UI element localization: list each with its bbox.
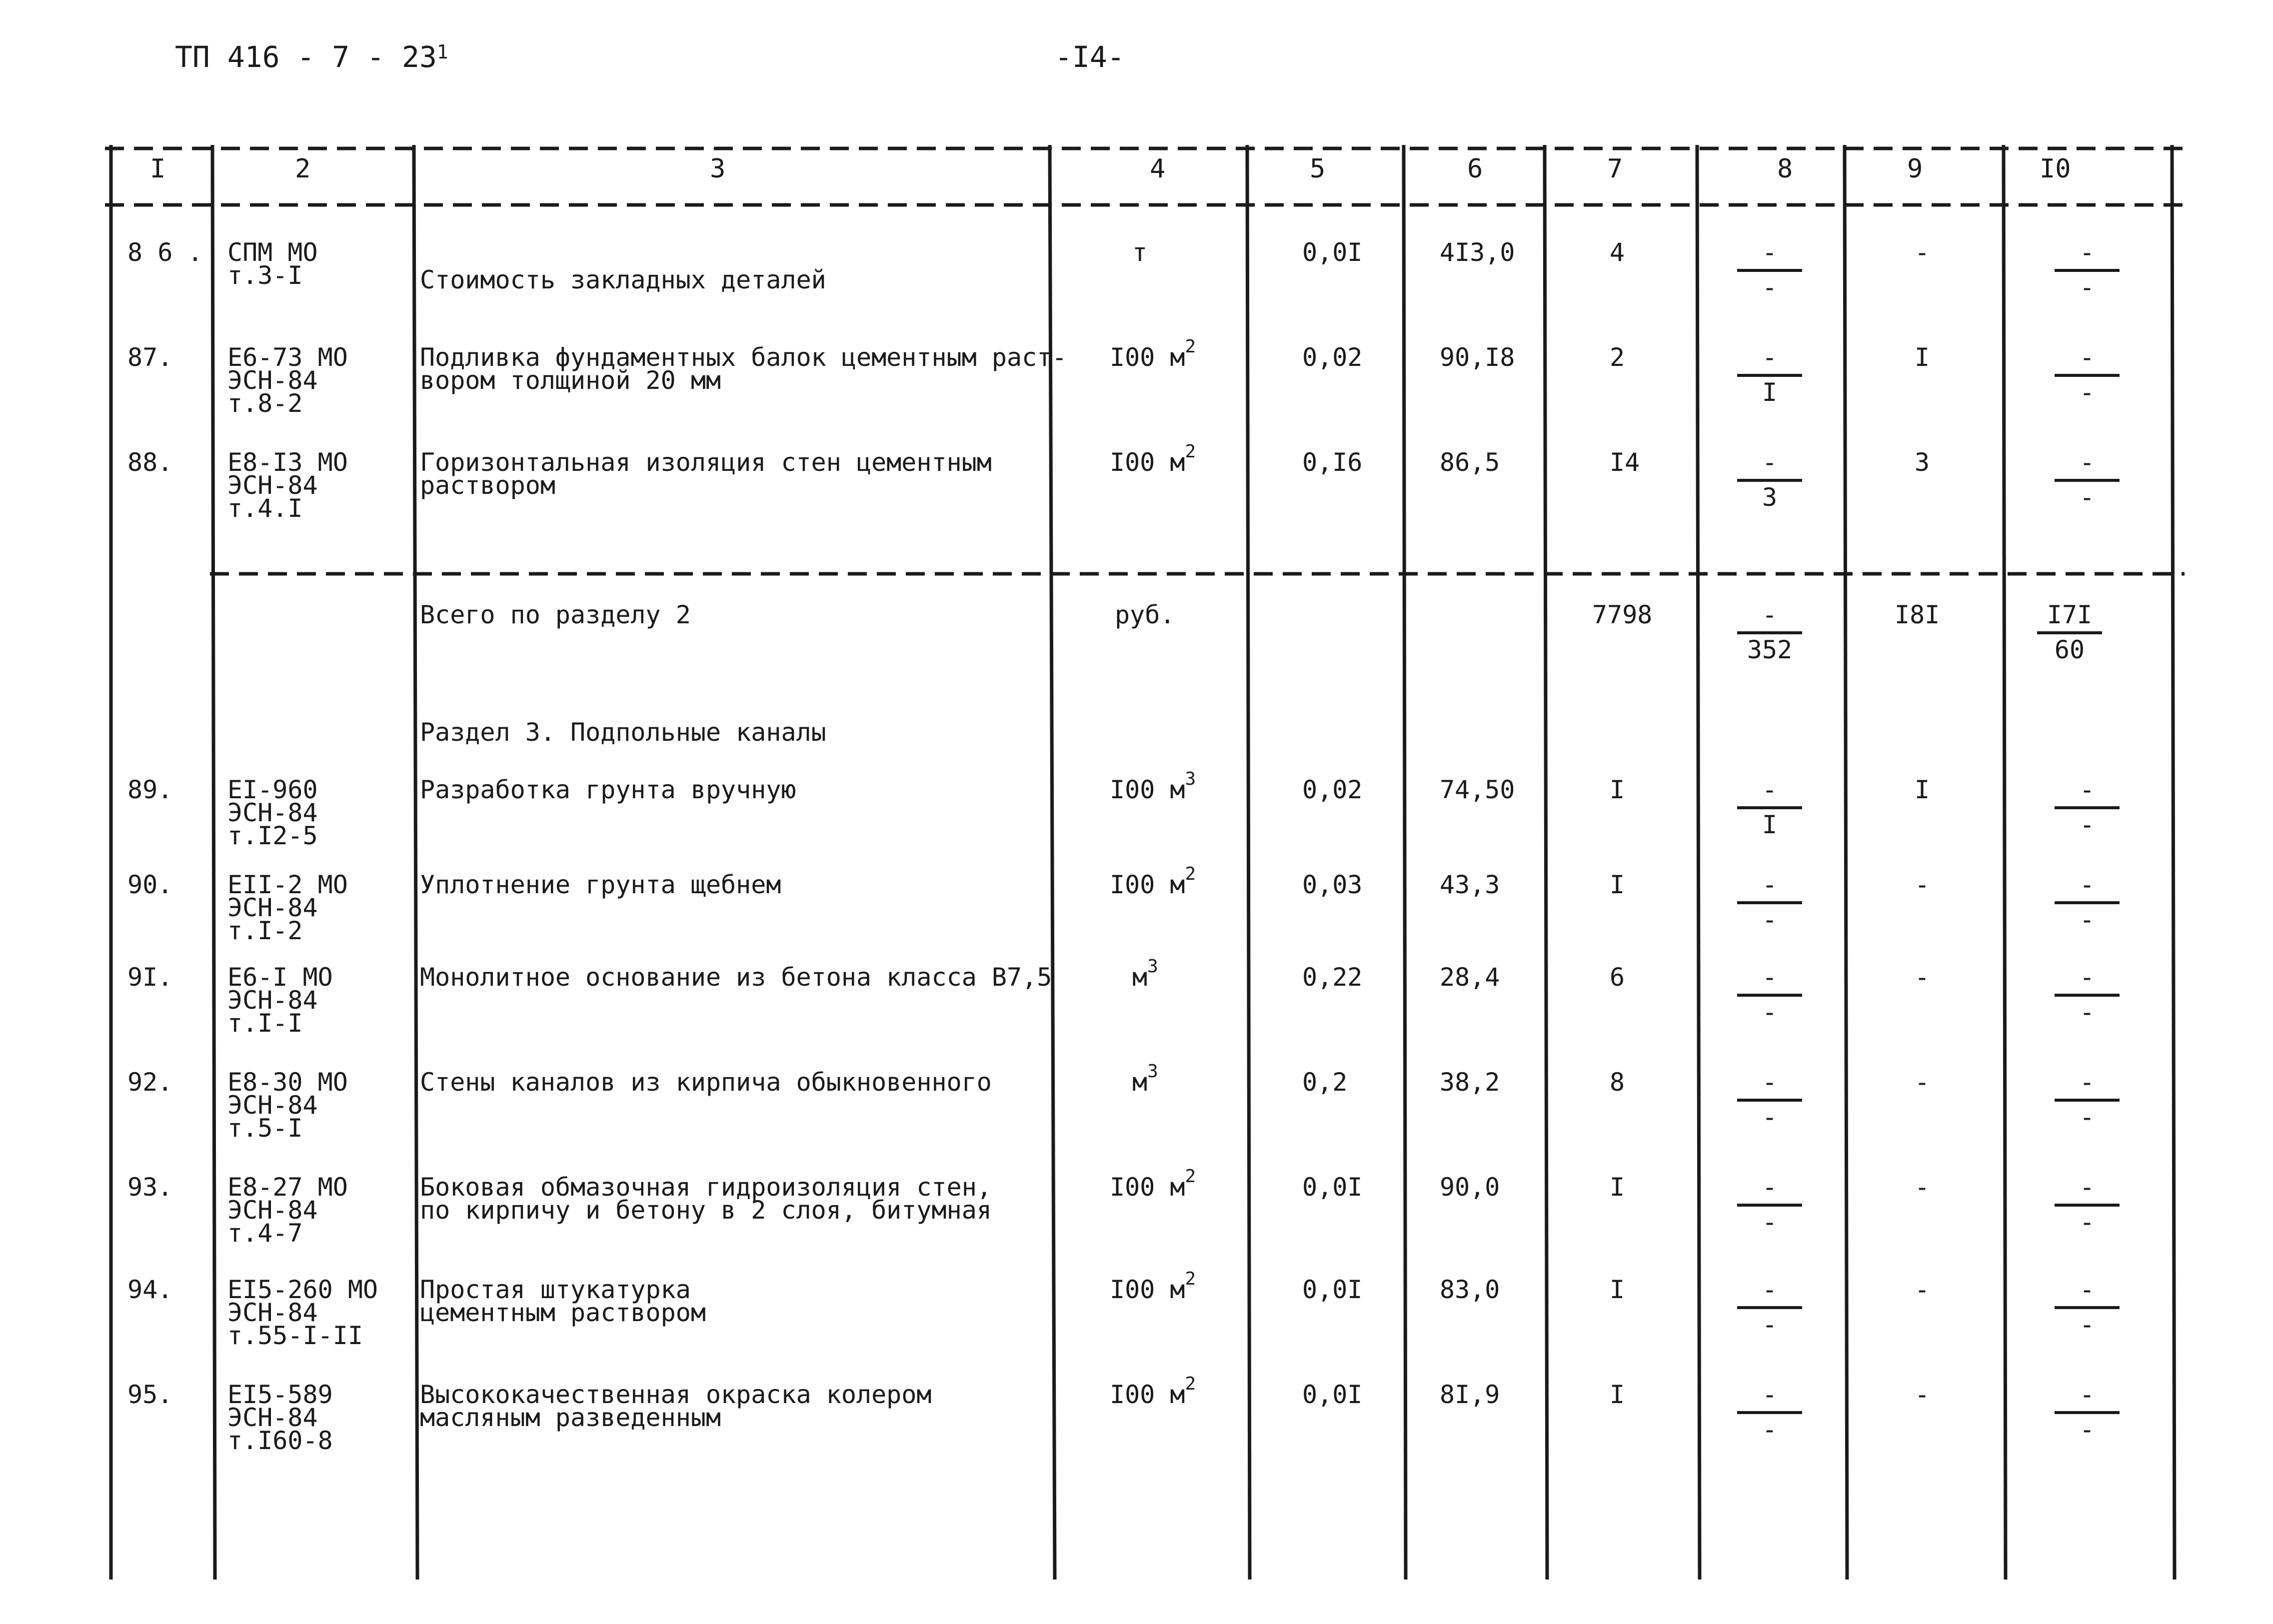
row-0-unit-price: 4I3,0 <box>1440 238 1515 267</box>
row2-3-col9: - <box>1915 1068 1930 1097</box>
row2-5-col9: - <box>1915 1275 1930 1304</box>
row2-4-code-line: ЭСН-84 <box>227 1196 318 1225</box>
row2-1-col9: - <box>1915 870 1930 899</box>
row2-5-number: 94. <box>127 1275 173 1304</box>
row2-1-unit-price: 43,3 <box>1440 870 1500 899</box>
row-1-description-line: Подливка фундаментных балок цементным раст- <box>420 343 1067 372</box>
row2-6-number: 95. <box>127 1380 173 1409</box>
row2-5-col8-numerator: - <box>1762 1275 1778 1304</box>
row-0-col7: 4 <box>1610 238 1625 267</box>
col-header-3: 3 <box>710 154 726 184</box>
document-code: ТП $416 - 7 - 23^1$ <box>175 40 448 74</box>
col-header-4: 4 <box>1150 154 1166 184</box>
total-col7: 7798 <box>1592 600 1653 629</box>
total-col10-denominator: 60 <box>2054 635 2085 664</box>
row2-3-col10-fraction-bar <box>2055 1099 2120 1102</box>
row-1-col10-numerator: - <box>2079 343 2095 372</box>
row-1-col8-denominator: I <box>1762 378 1778 407</box>
row2-4-col10-denominator: - <box>2079 1208 2095 1237</box>
row-0-description-line: Стоимость закладных деталей <box>420 265 826 294</box>
row2-3-description-line: Стены каналов из кирпича обыкновенного <box>420 1068 992 1097</box>
row2-0-col8-denominator: I <box>1762 810 1778 839</box>
row2-0-code-line: ЭСН-84 <box>227 798 318 827</box>
row2-0-unit: I00 $м^3$ <box>1110 769 1196 804</box>
row2-2-number: 9I. <box>127 963 173 992</box>
row-2-description-line: Горизонтальная изоляция стен цементным <box>420 448 992 477</box>
total-col8-fraction-bar <box>1737 631 1802 634</box>
row2-5-col10-numerator: - <box>2079 1275 2095 1304</box>
row2-4-col8-denominator: - <box>1762 1208 1778 1237</box>
row2-5-unit: I00 $м^2$ <box>1110 1269 1196 1304</box>
row-1-description-line: вором толщиной 20 мм <box>420 366 721 395</box>
row2-3-col10-denominator: - <box>2079 1103 2095 1132</box>
total-unit: руб. <box>1115 600 1175 629</box>
row-0-col10-numerator: - <box>2079 238 2095 267</box>
row-1-unit: I00 $м^2$ <box>1110 336 1196 372</box>
row2-2-col10-denominator: - <box>2079 998 2095 1027</box>
row2-3-number: 92. <box>127 1068 173 1097</box>
row2-1-col7: I <box>1610 870 1625 899</box>
row2-5-description-line: цементным раствором <box>420 1298 706 1327</box>
row2-4-code-line: т.4-7 <box>227 1219 303 1248</box>
row2-0-col10-fraction-bar <box>2055 806 2120 809</box>
row2-3-col8-numerator: - <box>1762 1068 1778 1097</box>
row2-6-col10-denominator: - <box>2079 1415 2095 1444</box>
total-col8-denominator: 352 <box>1747 635 1793 664</box>
row2-3-col8-fraction-bar <box>1737 1099 1802 1102</box>
row-0-quantity: 0,0I <box>1302 238 1363 267</box>
row-0-number: 8 6 . <box>127 238 203 267</box>
row-1-col7: 2 <box>1610 343 1625 372</box>
row-1-col9: I <box>1915 343 1930 372</box>
row-0-code-line: т.3-I <box>227 261 303 290</box>
row-2-col9: 3 <box>1915 448 1930 477</box>
row2-5-col10-fraction-bar <box>2055 1306 2120 1309</box>
row2-6-col10-fraction-bar <box>2055 1411 2120 1414</box>
row2-1-unit: I00 $м^2$ <box>1110 864 1196 899</box>
row2-5-col8-fraction-bar <box>1737 1306 1802 1309</box>
row2-4-number: 93. <box>127 1173 173 1202</box>
row2-6-unit: I00 $м^2$ <box>1110 1374 1196 1409</box>
row2-1-code-line: ЕII-2 МО <box>227 870 348 899</box>
row2-1-col10-denominator: - <box>2079 905 2095 934</box>
row-2-description-line: раствором <box>420 471 555 500</box>
row2-2-col8-fraction-bar <box>1737 994 1802 997</box>
row2-5-description-line: Простая штукатурка <box>420 1275 691 1304</box>
row2-3-quantity: 0,2 <box>1302 1068 1348 1097</box>
total-description: Всего по разделу 2 <box>420 600 691 629</box>
row-1-col8-fraction-bar <box>1737 374 1802 377</box>
row2-6-col9: - <box>1915 1380 1930 1409</box>
row2-2-quantity: 0,22 <box>1302 963 1363 992</box>
row2-3-col8-denominator: - <box>1762 1103 1778 1132</box>
row2-2-code-line: т.I-I <box>227 1009 303 1038</box>
total-col9: I8I <box>1895 600 1940 629</box>
row2-3-col10-numerator: - <box>2079 1068 2095 1097</box>
row-1-quantity: 0,02 <box>1302 343 1363 372</box>
col-header-7: 7 <box>1607 154 1623 184</box>
row-2-unit: I00 $м^2$ <box>1110 441 1196 477</box>
row-1-code-line: т.8-2 <box>227 389 303 418</box>
row2-2-unit: $м^3$ <box>1132 956 1158 992</box>
row2-1-col8-denominator: - <box>1762 905 1778 934</box>
row-2-quantity: 0,I6 <box>1302 448 1363 477</box>
row-0-col10-denominator: - <box>2079 273 2095 302</box>
row-1-code-line: ЭСН-84 <box>227 366 318 395</box>
row2-3-col7: 8 <box>1610 1068 1625 1097</box>
row2-0-number: 89. <box>127 775 173 804</box>
col-header-2: 2 <box>295 154 311 184</box>
row2-0-description-line: Разработка грунта вручную <box>420 775 796 804</box>
row2-3-unit-price: 38,2 <box>1440 1068 1500 1097</box>
col-header-1: I <box>150 154 166 184</box>
row-0-col9: - <box>1915 238 1930 267</box>
row2-4-code-line: Е8-27 МО <box>227 1173 348 1202</box>
row2-4-col8-fraction-bar <box>1737 1204 1802 1207</box>
row2-4-quantity: 0,0I <box>1302 1173 1363 1202</box>
row2-5-col7: I <box>1610 1275 1625 1304</box>
row2-0-col9: I <box>1915 775 1930 804</box>
row2-6-col8-denominator: - <box>1762 1415 1778 1444</box>
row-0-code-line: СПМ МО <box>227 238 318 267</box>
row2-6-description-line: масляным разведенным <box>420 1403 721 1432</box>
row2-2-col7: 6 <box>1610 963 1625 992</box>
row-0-col8-fraction-bar <box>1737 269 1802 272</box>
row-2-col10-numerator: - <box>2079 448 2095 477</box>
row2-4-description-line: Боковая обмазочная гидроизоляция стен, <box>420 1173 992 1202</box>
row2-0-quantity: 0,02 <box>1302 775 1363 804</box>
row-0-col10-fraction-bar <box>2055 269 2120 272</box>
row-1-col10-denominator: - <box>2079 378 2095 407</box>
row2-1-number: 90. <box>127 870 173 899</box>
total-col10-numerator: I7I <box>2047 600 2093 629</box>
row2-0-col10-denominator: - <box>2079 810 2095 839</box>
row2-4-col10-fraction-bar <box>2055 1204 2120 1207</box>
row-2-code-line: ЭСН-84 <box>227 471 318 500</box>
row-1-unit-price: 90,I8 <box>1440 343 1515 372</box>
row2-2-col9: - <box>1915 963 1930 992</box>
row2-6-code-line: т.I60-8 <box>227 1426 333 1455</box>
row2-6-code-line: ЭСН-84 <box>227 1403 318 1432</box>
row2-1-col10-numerator: - <box>2079 870 2095 899</box>
row-2-col8-denominator: 3 <box>1762 483 1778 512</box>
col-header-10: I0 <box>2040 154 2071 184</box>
row2-6-col8-numerator: - <box>1762 1380 1778 1409</box>
row2-6-unit-price: 8I,9 <box>1440 1380 1500 1409</box>
row2-6-quantity: 0,0I <box>1302 1380 1363 1409</box>
row2-2-col10-numerator: - <box>2079 963 2095 992</box>
row2-2-col8-denominator: - <box>1762 998 1778 1027</box>
row2-1-description-line: Уплотнение грунта щебнем <box>420 870 781 899</box>
row2-4-description-line: по кирпичу и бетону в 2 слоя, битумная <box>420 1196 992 1225</box>
col-header-9: 9 <box>1907 154 1923 184</box>
row-2-unit-price: 86,5 <box>1440 448 1500 477</box>
total-col10-fraction-bar <box>2037 631 2102 634</box>
row2-1-col10-fraction-bar <box>2055 901 2120 904</box>
row-2-col10-fraction-bar <box>2055 479 2120 482</box>
row-2-col8-fraction-bar <box>1737 479 1802 482</box>
section-title: Раздел 3. Подпольные каналы <box>420 718 826 747</box>
row2-0-code-line: т.I2-5 <box>227 821 318 850</box>
row2-1-code-line: т.I-2 <box>227 916 303 945</box>
row-2-col8-numerator: - <box>1762 448 1778 477</box>
col-header-6: 6 <box>1467 154 1483 184</box>
row-0-unit: т <box>1132 238 1148 267</box>
row2-0-col7: I <box>1610 775 1625 804</box>
page-number: -I4- <box>1055 40 1125 74</box>
row2-0-col8-numerator: - <box>1762 775 1778 804</box>
row2-0-unit-price: 74,50 <box>1440 775 1515 804</box>
row2-0-code-line: ЕI-960 <box>227 775 318 804</box>
row2-2-code-line: Е6-I МО <box>227 963 333 992</box>
row-0-col8-numerator: - <box>1762 238 1778 267</box>
row-1-col10-fraction-bar <box>2055 374 2120 377</box>
row2-6-code-line: ЕI5-589 <box>227 1380 333 1409</box>
col-header-8: 8 <box>1777 154 1793 184</box>
row2-1-col8-numerator: - <box>1762 870 1778 899</box>
row2-2-unit-price: 28,4 <box>1440 963 1500 992</box>
row2-1-quantity: 0,03 <box>1302 870 1363 899</box>
row2-2-col8-numerator: - <box>1762 963 1778 992</box>
row2-5-unit-price: 83,0 <box>1440 1275 1500 1304</box>
row2-3-code-line: т.5-I <box>227 1114 303 1143</box>
row2-3-code-line: Е8-30 МО <box>227 1068 348 1097</box>
row2-0-col10-numerator: - <box>2079 775 2095 804</box>
row-0-col8-denominator: - <box>1762 273 1778 302</box>
row2-1-code-line: ЭСН-84 <box>227 893 318 922</box>
row2-6-col7: I <box>1610 1380 1625 1409</box>
row-2-code-line: т.4.I <box>227 494 303 523</box>
row-1-code-line: Е6-73 МО <box>227 343 348 372</box>
row2-4-col10-numerator: - <box>2079 1173 2095 1202</box>
row2-4-col9: - <box>1915 1173 1930 1202</box>
row2-2-code-line: ЭСН-84 <box>227 986 318 1015</box>
row2-6-description-line: Высококачественная окраска колером <box>420 1380 932 1409</box>
row2-2-col10-fraction-bar <box>2055 994 2120 997</box>
row2-6-col8-fraction-bar <box>1737 1411 1802 1414</box>
row2-4-col7: I <box>1610 1173 1625 1202</box>
row2-0-col8-fraction-bar <box>1737 806 1802 809</box>
row2-3-code-line: ЭСН-84 <box>227 1091 318 1120</box>
row2-6-col10-numerator: - <box>2079 1380 2095 1409</box>
row2-5-col8-denominator: - <box>1762 1310 1778 1339</box>
row2-1-col8-fraction-bar <box>1737 901 1802 904</box>
row-1-number: 87. <box>127 343 173 372</box>
row2-3-unit: $м^3$ <box>1132 1061 1158 1097</box>
row2-5-quantity: 0,0I <box>1302 1275 1363 1304</box>
row-2-code-line: Е8-I3 МО <box>227 448 348 477</box>
row2-5-code-line: ЕI5-260 МО <box>227 1275 378 1304</box>
row2-4-unit: I00 $м^2$ <box>1110 1166 1196 1202</box>
row-2-number: 88. <box>127 448 173 477</box>
row2-5-code-line: ЭСН-84 <box>227 1298 318 1327</box>
total-col8-numerator: - <box>1762 600 1778 629</box>
row2-2-description-line: Монолитное основание из бетона класса В7,5 <box>420 963 1052 992</box>
row-1-col8-numerator: - <box>1762 343 1778 372</box>
row2-4-col8-numerator: - <box>1762 1173 1778 1202</box>
row2-5-col10-denominator: - <box>2079 1310 2095 1339</box>
row-2-col7: I4 <box>1610 448 1640 477</box>
col-header-5: 5 <box>1310 154 1326 184</box>
row2-5-code-line: т.55-I-II <box>227 1321 363 1350</box>
row-2-col10-denominator: - <box>2079 483 2095 512</box>
row2-4-unit-price: 90,0 <box>1440 1173 1500 1202</box>
